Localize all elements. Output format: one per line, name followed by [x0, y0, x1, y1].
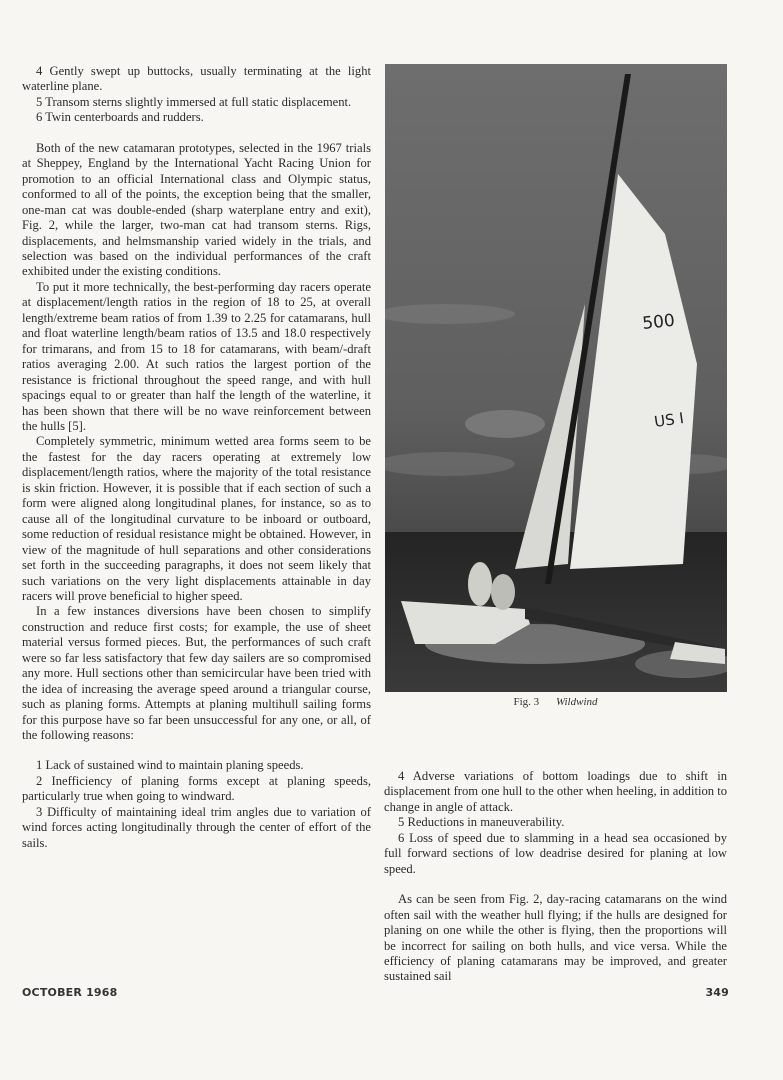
right-column: [384, 769, 727, 985]
figure-label: Fig. 3: [513, 696, 540, 708]
paragraph: As can be seen from Fig. 2, day-racing catamarans on the wind often sail with the weather hull flying; if the hulls are designed for planing on one while the other is flying, then the proportions will be incorrect for sailing on both hulls, and vice versa. While the efficiency of planing catamarans may be improved, and greater sustained sail: [384, 892, 727, 984]
list-item: 3 Difficulty of maintaining ideal trim angles due to variation of wind forces acting longitudinally through the center of effort of the sails.: [22, 804, 371, 850]
list-item: 4 Adverse variations of bottom loadings due to shift in displacement from one hull to the other when heeling, in addition to change in angle of attack.: [384, 769, 727, 814]
list-item: 6 Twin centerboards and rudders.: [36, 110, 204, 125]
sail-number: 500: [641, 310, 676, 334]
paragraph: In a few instances diversions have been chosen to simplify construction and reduce first costs; for example, the use of sheet material versus formed pieces. But, the performances of such craft were so far less satisfactory that few day sailers are so compromised any more. Hull sections other than semicircular have been tried with the idea of increasing the average speed around a triangular course, such as planing forms. Attempts at planing multihull sailing forms for this purpose have so far been unsuccessful for any one, or all, of the following reasons:: [22, 604, 371, 743]
list-item: 6 Loss of speed due to slamming in a head sea occasioned by full forward sections of low deadrise desired for planing at low speed.: [384, 830, 727, 876]
list-item: 2 Inefficiency of planing forms except at planing speeds, particularly true when going to windward.: [22, 773, 371, 804]
list-item: 5 Transom sterns slightly immersed at full static displacement.: [36, 94, 352, 109]
list-item: 4 Gently swept up buttocks, usually terminating at the light waterline plane.: [22, 64, 371, 94]
left-column: [22, 64, 371, 851]
list-item: 1 Lack of sustained wind to maintain planing speeds.: [36, 758, 304, 773]
paragraph: To put it more technically, the best-performing day racers operate at displacement/length ratios in the region of 18 to 25, at overall length/extreme beam ratios of from 1.39 to 2.25 for catamarans, hull and float waterline length/beam ratios of 13.5 and 18.0 respectively for trimarans, and from 15 to 18 for catamarans, with beam/-draft ratios averaging 2.00. At such ratios the largest portion of the resistance is frictional throughout the speed range, and with hull spacings equal to or greater than half the length of the waterline, it has been shown that there will be no wave reinforcement between the hulls [5].: [22, 279, 371, 433]
footer-date: OCTOBER 1968: [22, 986, 118, 999]
figure-caption: [384, 696, 727, 708]
list-item: 5 Reductions in maneuverability.: [398, 815, 565, 830]
paragraph: Completely symmetric, minimum wetted area forms seem to be the fastest for the day racers operating at extremely low displacement/length ratios, where the majority of the total resistance is skin friction. However, it is possible that if each section of such a form were aligned along longitudinal planes, for instance, so as to cause all of the longitudinal curvature to be inboard or outboard, some reduction of residual resistance might be obtained. However, in view of the magnitude of hull separations and other considerations set forth in the succeeding paragraphs, it does not seem likely that such variations on the very light displacements attainable in day racers will prove beneficial to higher speed.: [22, 434, 371, 603]
figure-title: Wildwind: [555, 696, 598, 708]
paragraph: Both of the new catamaran prototypes, selected in the 1967 trials at Sheppey, England by the International Yacht Racing Union for promotion to an official International class and Olympic status, conformed to all of the points, the exception being that the smaller, one-man cat was double-ended (sharp waterplane entry and exit), Fig. 2, while the larger, two-man cat had transom sterns. Rigs, displacements, and helmsmanship varied widely in the trials, and selection was based on the individual performances of the craft exhibited under the existing conditions.: [22, 140, 371, 279]
catamaran-photo: [385, 64, 727, 692]
page-number: 349: [705, 986, 729, 999]
sail-marking: US I: [653, 409, 685, 431]
